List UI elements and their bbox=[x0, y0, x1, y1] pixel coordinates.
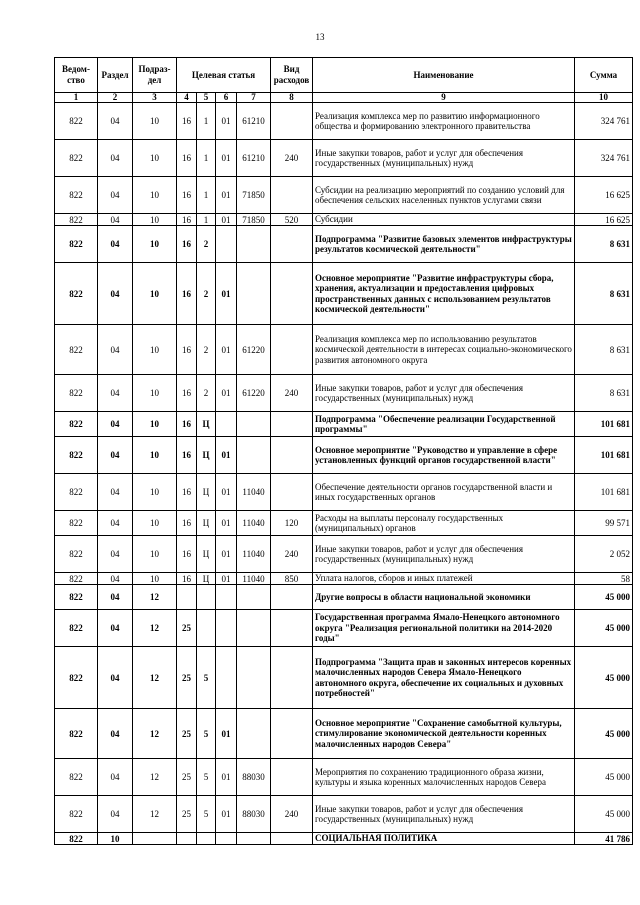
table-row bbox=[55, 511, 633, 536]
target-article-program-cell: 16 bbox=[177, 140, 197, 177]
table-row bbox=[55, 610, 633, 647]
name-cell: Основное мероприятие "Сохранение самобытной культуры, стимулирование экономической деятельности коренных малочисленных народов Севера" bbox=[313, 709, 575, 759]
name-cell: Подпрограмма "Защита прав и законных интересов коренных малочисленных народов Севера Ямало-Ненецкого автономного округа, обеспечение их социальных и духовных потребностей" bbox=[313, 647, 575, 709]
ministry-cell: 822 bbox=[55, 647, 98, 709]
target-article-subprogram-cell: Ц bbox=[197, 511, 216, 536]
ministry-cell: 822 bbox=[55, 585, 98, 610]
expense-type-cell bbox=[271, 177, 313, 214]
section-cell: 04 bbox=[98, 140, 133, 177]
ministry-cell: 822 bbox=[55, 511, 98, 536]
expense-type-cell bbox=[271, 437, 313, 474]
target-article-subprogram-cell: Ц bbox=[197, 573, 216, 585]
subsection-cell: 12 bbox=[133, 796, 177, 833]
target-article-direction-cell: 88030 bbox=[237, 796, 271, 833]
target-article-program-cell: 16 bbox=[177, 474, 197, 511]
target-article-program-cell bbox=[177, 833, 197, 845]
subsection-cell: 10 bbox=[133, 437, 177, 474]
table-row bbox=[55, 585, 633, 610]
expense-type-cell: 520 bbox=[271, 214, 313, 226]
target-article-direction-cell bbox=[237, 585, 271, 610]
target-article-program-cell: 16 bbox=[177, 177, 197, 214]
ministry-cell: 822 bbox=[55, 226, 98, 263]
target-article-subprogram-cell: Ц bbox=[197, 437, 216, 474]
target-article-direction-cell bbox=[237, 610, 271, 647]
target-article-direction-cell: 11040 bbox=[237, 511, 271, 536]
table-row bbox=[55, 226, 633, 263]
table-row bbox=[55, 573, 633, 585]
subsection-cell: 10 bbox=[133, 177, 177, 214]
subsection-cell: 12 bbox=[133, 709, 177, 759]
target-article-subprogram-cell: Ц bbox=[197, 536, 216, 573]
expense-type-cell bbox=[271, 226, 313, 263]
ministry-cell: 822 bbox=[55, 474, 98, 511]
section-cell: 04 bbox=[98, 214, 133, 226]
target-article-program-cell: 25 bbox=[177, 796, 197, 833]
amount-cell: 45 000 bbox=[575, 647, 633, 709]
target-article-activity-cell bbox=[216, 585, 237, 610]
amount-cell: 101 681 bbox=[575, 437, 633, 474]
target-article-direction-cell bbox=[237, 437, 271, 474]
expense-type-cell: 240 bbox=[271, 796, 313, 833]
target-article-activity-cell: 01 bbox=[216, 759, 237, 796]
amount-cell: 2 052 bbox=[575, 536, 633, 573]
expense-type-cell: 850 bbox=[271, 573, 313, 585]
name-cell: Государственная программа Ямало-Ненецкого автономного округа "Реализация региональной политики на 2014-2020 годы" bbox=[313, 610, 575, 647]
target-article-activity-cell: 01 bbox=[216, 140, 237, 177]
target-article-activity-cell bbox=[216, 226, 237, 263]
name-cell: Обеспечение деятельности органов государственной власти и иных государственных органов bbox=[313, 474, 575, 511]
target-article-activity-cell: 01 bbox=[216, 511, 237, 536]
target-article-activity-cell: 01 bbox=[216, 709, 237, 759]
subsection-cell: 12 bbox=[133, 647, 177, 709]
target-article-program-cell: 16 bbox=[177, 573, 197, 585]
section-cell: 04 bbox=[98, 511, 133, 536]
target-article-program-cell: 16 bbox=[177, 214, 197, 226]
name-cell: Субсидии bbox=[313, 214, 575, 226]
table-row bbox=[55, 140, 633, 177]
subsection-cell: 10 bbox=[133, 375, 177, 412]
subsection-cell: 10 bbox=[133, 140, 177, 177]
section-cell: 04 bbox=[98, 610, 133, 647]
target-article-program-cell: 16 bbox=[177, 103, 197, 140]
amount-cell: 58 bbox=[575, 573, 633, 585]
table-row bbox=[55, 536, 633, 573]
target-article-subprogram-cell: 1 bbox=[197, 140, 216, 177]
subsection-cell: 10 bbox=[133, 263, 177, 325]
section-cell: 04 bbox=[98, 709, 133, 759]
target-article-program-cell bbox=[177, 585, 197, 610]
table-row bbox=[55, 375, 633, 412]
target-article-subprogram-cell: 1 bbox=[197, 214, 216, 226]
amount-cell: 45 000 bbox=[575, 585, 633, 610]
table-row bbox=[55, 759, 633, 796]
section-cell: 04 bbox=[98, 474, 133, 511]
header-section: Раздел bbox=[98, 58, 133, 93]
header-row bbox=[55, 58, 633, 93]
table-row bbox=[55, 474, 633, 511]
target-article-subprogram-cell: Ц bbox=[197, 412, 216, 437]
expense-type-cell bbox=[271, 759, 313, 796]
target-article-direction-cell bbox=[237, 412, 271, 437]
target-article-direction-cell bbox=[237, 709, 271, 759]
column-number: 2 bbox=[98, 93, 133, 103]
subsection-cell: 10 bbox=[133, 103, 177, 140]
subsection-cell: 12 bbox=[133, 759, 177, 796]
table-row bbox=[55, 325, 633, 375]
expense-type-cell: 240 bbox=[271, 140, 313, 177]
target-article-program-cell: 16 bbox=[177, 226, 197, 263]
expense-type-cell bbox=[271, 474, 313, 511]
ministry-cell: 822 bbox=[55, 437, 98, 474]
amount-cell: 45 000 bbox=[575, 610, 633, 647]
target-article-program-cell: 25 bbox=[177, 709, 197, 759]
table-row bbox=[55, 437, 633, 474]
expense-type-cell bbox=[271, 325, 313, 375]
amount-cell: 41 786 bbox=[575, 833, 633, 845]
section-cell: 04 bbox=[98, 647, 133, 709]
target-article-direction-cell: 11040 bbox=[237, 474, 271, 511]
subsection-cell: 10 bbox=[133, 226, 177, 263]
target-article-activity-cell bbox=[216, 833, 237, 845]
target-article-program-cell: 16 bbox=[177, 536, 197, 573]
target-article-direction-cell bbox=[237, 647, 271, 709]
amount-cell: 99 571 bbox=[575, 511, 633, 536]
amount-cell: 101 681 bbox=[575, 474, 633, 511]
target-article-activity-cell: 01 bbox=[216, 573, 237, 585]
target-article-activity-cell bbox=[216, 610, 237, 647]
header-expense-type: Вид расходов bbox=[271, 58, 313, 93]
column-number: 9 bbox=[313, 93, 575, 103]
target-article-direction-cell: 11040 bbox=[237, 536, 271, 573]
target-article-direction-cell bbox=[237, 833, 271, 845]
target-article-subprogram-cell bbox=[197, 610, 216, 647]
table-row bbox=[55, 263, 633, 325]
section-cell: 04 bbox=[98, 375, 133, 412]
section-cell: 10 bbox=[98, 833, 133, 845]
name-cell: Другие вопросы в области национальной экономики bbox=[313, 585, 575, 610]
target-article-program-cell: 25 bbox=[177, 759, 197, 796]
column-number: 6 bbox=[216, 93, 237, 103]
target-article-activity-cell: 01 bbox=[216, 375, 237, 412]
amount-cell: 45 000 bbox=[575, 709, 633, 759]
target-article-subprogram-cell: 5 bbox=[197, 759, 216, 796]
target-article-program-cell: 16 bbox=[177, 511, 197, 536]
section-cell: 04 bbox=[98, 103, 133, 140]
name-cell: Реализация комплекса мер по использованию результатов космической деятельности в интересах социально-экономического развития автономного округа bbox=[313, 325, 575, 375]
target-article-subprogram-cell: 2 bbox=[197, 375, 216, 412]
budget-table bbox=[54, 57, 633, 845]
target-article-activity-cell: 01 bbox=[216, 103, 237, 140]
amount-cell: 324 761 bbox=[575, 103, 633, 140]
table-row bbox=[55, 796, 633, 833]
target-article-direction-cell: 61220 bbox=[237, 325, 271, 375]
expense-type-cell bbox=[271, 585, 313, 610]
column-number: 10 bbox=[575, 93, 633, 103]
section-cell: 04 bbox=[98, 585, 133, 610]
expense-type-cell: 120 bbox=[271, 511, 313, 536]
ministry-cell: 822 bbox=[55, 412, 98, 437]
section-cell: 04 bbox=[98, 796, 133, 833]
subsection-cell bbox=[133, 833, 177, 845]
name-cell: Субсидии на реализацию мероприятий по созданию условий для обеспечения сельских населенных пунктов услугами связи bbox=[313, 177, 575, 214]
amount-cell: 8 631 bbox=[575, 263, 633, 325]
target-article-activity-cell: 01 bbox=[216, 437, 237, 474]
expense-type-cell: 240 bbox=[271, 375, 313, 412]
table-row bbox=[55, 709, 633, 759]
column-number: 1 bbox=[55, 93, 98, 103]
target-article-program-cell: 16 bbox=[177, 437, 197, 474]
name-cell: СОЦИАЛЬНАЯ ПОЛИТИКА bbox=[313, 833, 575, 845]
ministry-cell: 822 bbox=[55, 103, 98, 140]
name-cell: Основное мероприятие "Руководство и управление в сфере установленных функций органов государственной власти" bbox=[313, 437, 575, 474]
target-article-direction-cell: 61210 bbox=[237, 103, 271, 140]
target-article-subprogram-cell: 1 bbox=[197, 103, 216, 140]
target-article-subprogram-cell: 5 bbox=[197, 709, 216, 759]
amount-cell: 16 625 bbox=[575, 177, 633, 214]
ministry-cell: 822 bbox=[55, 263, 98, 325]
expense-type-cell bbox=[271, 263, 313, 325]
name-cell: Подпрограмма "Обеспечение реализации Государственной программы" bbox=[313, 412, 575, 437]
column-number: 7 bbox=[237, 93, 271, 103]
target-article-direction-cell: 88030 bbox=[237, 759, 271, 796]
target-article-activity-cell bbox=[216, 647, 237, 709]
target-article-subprogram-cell: 5 bbox=[197, 796, 216, 833]
target-article-subprogram-cell: 2 bbox=[197, 226, 216, 263]
target-article-direction-cell: 71850 bbox=[237, 214, 271, 226]
ministry-cell: 822 bbox=[55, 325, 98, 375]
target-article-activity-cell: 01 bbox=[216, 263, 237, 325]
amount-cell: 16 625 bbox=[575, 214, 633, 226]
subsection-cell: 10 bbox=[133, 412, 177, 437]
column-number: 8 bbox=[271, 93, 313, 103]
subsection-cell: 10 bbox=[133, 325, 177, 375]
table-body bbox=[55, 103, 633, 845]
subsection-cell: 10 bbox=[133, 474, 177, 511]
target-article-direction-cell bbox=[237, 226, 271, 263]
target-article-subprogram-cell: 2 bbox=[197, 325, 216, 375]
section-cell: 04 bbox=[98, 536, 133, 573]
target-article-activity-cell: 01 bbox=[216, 214, 237, 226]
section-cell: 04 bbox=[98, 226, 133, 263]
name-cell: Подпрограмма "Развитие базовых элементов инфраструктуры результатов космической деятельности" bbox=[313, 226, 575, 263]
target-article-program-cell: 16 bbox=[177, 325, 197, 375]
name-cell: Основное мероприятие "Развитие инфраструктуры сбора, хранения, актуализации и предоставления цифровых пространственных данных с использованием результатов космической деятельности" bbox=[313, 263, 575, 325]
target-article-activity-cell: 01 bbox=[216, 177, 237, 214]
ministry-cell: 822 bbox=[55, 759, 98, 796]
ministry-cell: 822 bbox=[55, 796, 98, 833]
target-article-subprogram-cell: 5 bbox=[197, 647, 216, 709]
table-row bbox=[55, 103, 633, 140]
table-row bbox=[55, 833, 633, 845]
ministry-cell: 822 bbox=[55, 573, 98, 585]
subsection-cell: 10 bbox=[133, 536, 177, 573]
header-amount: Сумма bbox=[575, 58, 633, 93]
target-article-subprogram-cell: 1 bbox=[197, 177, 216, 214]
target-article-activity-cell bbox=[216, 412, 237, 437]
target-article-subprogram-cell: Ц bbox=[197, 474, 216, 511]
target-article-direction-cell: 11040 bbox=[237, 573, 271, 585]
amount-cell: 45 000 bbox=[575, 759, 633, 796]
ministry-cell: 822 bbox=[55, 833, 98, 845]
target-article-subprogram-cell bbox=[197, 833, 216, 845]
ministry-cell: 822 bbox=[55, 610, 98, 647]
ministry-cell: 822 bbox=[55, 140, 98, 177]
target-article-subprogram-cell: 2 bbox=[197, 263, 216, 325]
table-row bbox=[55, 214, 633, 226]
amount-cell: 8 631 bbox=[575, 325, 633, 375]
name-cell: Иные закупки товаров, работ и услуг для обеспечения государственных (муниципальных) нужд bbox=[313, 375, 575, 412]
name-cell: Реализация комплекса мер по развитию информационного общества и формированию электронного правительства bbox=[313, 103, 575, 140]
name-cell: Уплата налогов, сборов и иных платежей bbox=[313, 573, 575, 585]
column-number-row bbox=[55, 93, 633, 103]
table-row bbox=[55, 647, 633, 709]
header-subsection: Подраз-дел bbox=[133, 58, 177, 93]
target-article-program-cell: 16 bbox=[177, 263, 197, 325]
ministry-cell: 822 bbox=[55, 214, 98, 226]
name-cell: Иные закупки товаров, работ и услуг для обеспечения государственных (муниципальных) нужд bbox=[313, 140, 575, 177]
section-cell: 04 bbox=[98, 177, 133, 214]
name-cell: Мероприятия по сохранению традиционного образа жизни, культуры и языка коренных малочисленных народов Севера bbox=[313, 759, 575, 796]
ministry-cell: 822 bbox=[55, 375, 98, 412]
target-article-direction-cell bbox=[237, 263, 271, 325]
amount-cell: 101 681 bbox=[575, 412, 633, 437]
ministry-cell: 822 bbox=[55, 536, 98, 573]
section-cell: 04 bbox=[98, 412, 133, 437]
section-cell: 04 bbox=[98, 573, 133, 585]
table-row bbox=[55, 177, 633, 214]
target-article-subprogram-cell bbox=[197, 585, 216, 610]
page-number: 13 bbox=[315, 32, 325, 42]
section-cell: 04 bbox=[98, 263, 133, 325]
name-cell: Расходы на выплаты персоналу государственных (муниципальных) органов bbox=[313, 511, 575, 536]
amount-cell: 45 000 bbox=[575, 796, 633, 833]
expense-type-cell bbox=[271, 610, 313, 647]
target-article-program-cell: 25 bbox=[177, 610, 197, 647]
target-article-program-cell: 16 bbox=[177, 375, 197, 412]
target-article-program-cell: 25 bbox=[177, 647, 197, 709]
target-article-direction-cell: 61220 bbox=[237, 375, 271, 412]
amount-cell: 8 631 bbox=[575, 226, 633, 263]
target-article-activity-cell: 01 bbox=[216, 796, 237, 833]
section-cell: 04 bbox=[98, 325, 133, 375]
subsection-cell: 12 bbox=[133, 585, 177, 610]
target-article-direction-cell: 61210 bbox=[237, 140, 271, 177]
expense-type-cell bbox=[271, 412, 313, 437]
column-number: 3 bbox=[133, 93, 177, 103]
header-ministry: Ведом-ство bbox=[55, 58, 98, 93]
subsection-cell: 10 bbox=[133, 214, 177, 226]
table-row bbox=[55, 412, 633, 437]
expense-type-cell: 240 bbox=[271, 536, 313, 573]
target-article-direction-cell: 71850 bbox=[237, 177, 271, 214]
name-cell: Иные закупки товаров, работ и услуг для обеспечения государственных (муниципальных) нужд bbox=[313, 796, 575, 833]
amount-cell: 8 631 bbox=[575, 375, 633, 412]
expense-type-cell bbox=[271, 103, 313, 140]
target-article-activity-cell: 01 bbox=[216, 474, 237, 511]
subsection-cell: 10 bbox=[133, 573, 177, 585]
subsection-cell: 12 bbox=[133, 610, 177, 647]
expense-type-cell bbox=[271, 709, 313, 759]
subsection-cell: 10 bbox=[133, 511, 177, 536]
header-target-article: Целевая статья bbox=[177, 58, 271, 93]
section-cell: 04 bbox=[98, 437, 133, 474]
ministry-cell: 822 bbox=[55, 709, 98, 759]
expense-type-cell bbox=[271, 833, 313, 845]
name-cell: Иные закупки товаров, работ и услуг для обеспечения государственных (муниципальных) нужд bbox=[313, 536, 575, 573]
column-number: 4 bbox=[177, 93, 197, 103]
amount-cell: 324 761 bbox=[575, 140, 633, 177]
section-cell: 04 bbox=[98, 759, 133, 796]
header-name: Наименование bbox=[313, 58, 575, 93]
expense-type-cell bbox=[271, 647, 313, 709]
target-article-activity-cell: 01 bbox=[216, 325, 237, 375]
target-article-activity-cell: 01 bbox=[216, 536, 237, 573]
ministry-cell: 822 bbox=[55, 177, 98, 214]
column-number: 5 bbox=[197, 93, 216, 103]
target-article-program-cell: 16 bbox=[177, 412, 197, 437]
